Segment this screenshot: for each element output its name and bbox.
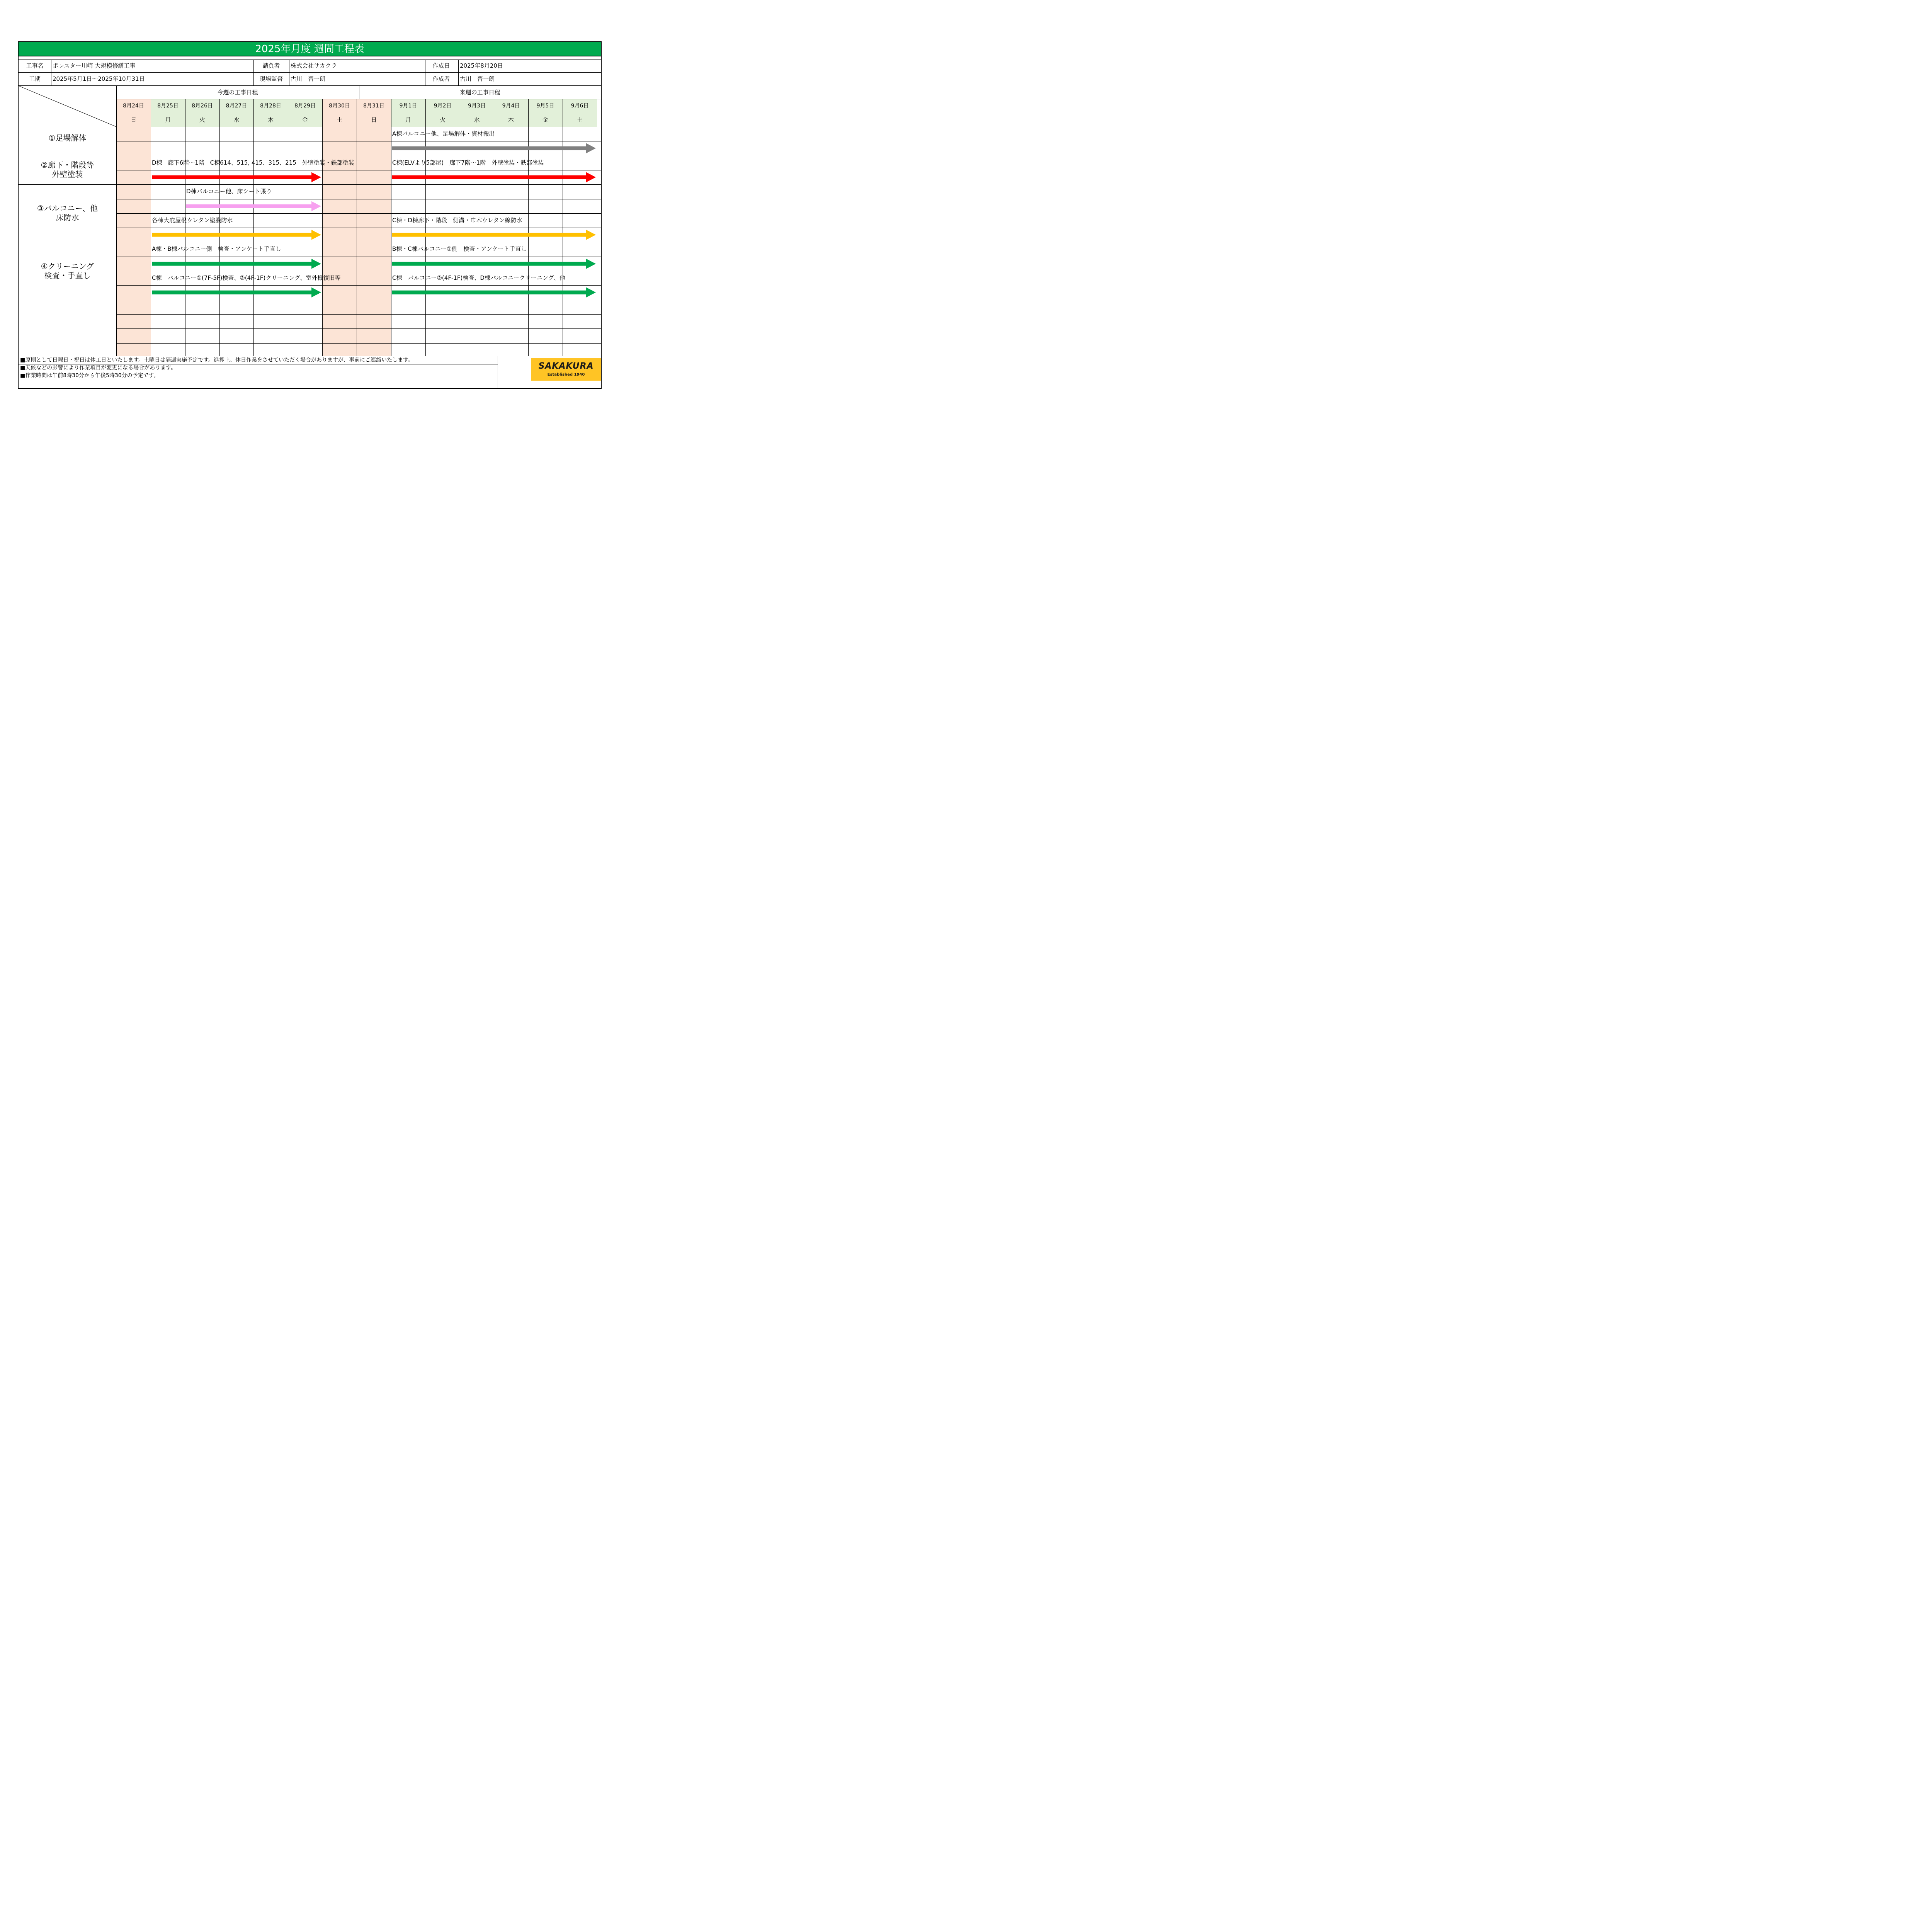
weekday-header: 木 (267, 116, 274, 123)
task-label: D棟 廊下6階～1階 C棟614、515, 415、315、215 外壁塗装・鉄部塗装 (152, 159, 354, 166)
logo-wordmark: SAKAKURA (538, 361, 594, 371)
project-value: ポレスター川崎 大規模修繕工事 (53, 62, 136, 69)
task-label: C棟(ELVより5部屋) 廊下7階～1階 外壁塗装・鉄部塗装 (392, 159, 544, 166)
client-value: 株式会社サカクラ (291, 62, 337, 69)
task-label: C棟・D棟廊下・階段 側溝・巾木ウレタン線防水 (392, 217, 522, 224)
period-label: 工期 (29, 75, 41, 82)
task-label: A棟・B棟バルコニー側 検査・アンケート手直し (152, 245, 281, 252)
date-header: 8月30日 (329, 103, 350, 109)
supervisor-label: 現場監督 (259, 75, 283, 82)
task-label: 各棟大庇屋根ウレタン塗膜防水 (152, 217, 233, 224)
date-header: 8月29日 (294, 103, 316, 109)
date-header: 9月6日 (571, 103, 589, 109)
task-arrow (392, 172, 596, 182)
created-label: 作成日 (432, 62, 450, 69)
schedule-sheet (18, 41, 602, 389)
weekday-header: 月 (165, 116, 171, 123)
arrow-layer (19, 42, 601, 388)
weekday-header: 火 (199, 116, 205, 123)
note-3: ■作業時間は午前8時30分から午後5時30分の予定です。 (20, 373, 159, 379)
date-header: 9月4日 (502, 103, 520, 109)
task-arrow (392, 143, 596, 153)
week-header-this: 今週の工事日程 (217, 89, 258, 96)
task-label: C棟 バルコニー①(7F-5F)検査、②(4F-1F)クリーニング、室外機復旧等 (152, 274, 341, 281)
page-title: 2025年月度 週間工程表 (19, 42, 601, 56)
date-header: 8月28日 (260, 103, 281, 109)
task-arrow (152, 259, 321, 269)
task-label: A棟バルコニー他、足場解体・資材搬出 (392, 130, 495, 137)
task-label: B棟・C棟バルコニー①側 検査・アンケート手直し (392, 245, 527, 252)
weekday-header: 金 (542, 116, 548, 123)
weekday-header: 日 (371, 116, 377, 123)
weekday-header: 土 (577, 116, 583, 123)
task-arrow (392, 230, 596, 240)
category-1-label: ①足場解体 (48, 133, 87, 143)
weekday-header: 火 (439, 116, 446, 123)
date-header: 8月26日 (192, 103, 213, 109)
supervisor-value: 古川 晋一朗 (291, 75, 326, 82)
date-header: 8月27日 (226, 103, 247, 109)
company-logo (531, 358, 601, 381)
project-label: 工事名 (26, 62, 44, 69)
category-2-label: ②廊下・階段等 外壁塗装 (41, 160, 94, 179)
task-arrow (392, 259, 596, 269)
task-arrow (152, 172, 321, 182)
date-header: 9月2日 (434, 103, 452, 109)
client-label: 請負者 (262, 62, 280, 69)
category-4-label: ④クリーニング 検査・手直し (41, 262, 94, 280)
weekday-header: 日 (130, 116, 136, 123)
period-value: 2025年5月1日～2025年10月31日 (53, 75, 145, 82)
weekday-header: 土 (336, 116, 342, 123)
date-header: 8月31日 (363, 103, 384, 109)
task-arrow (186, 201, 321, 211)
weekday-header: 金 (302, 116, 308, 123)
weekday-header: 月 (405, 116, 411, 123)
created-value: 2025年8月20日 (460, 62, 503, 69)
weekday-header: 木 (508, 116, 514, 123)
date-header: 8月24日 (123, 103, 144, 109)
logo-tagline: Established 1940 (547, 373, 585, 377)
task-label: D棟バルコニー他、床シート張り (186, 188, 272, 195)
author-label: 作成者 (432, 75, 450, 82)
note-1: ■原則として日曜日・祝日は休工日といたします。土曜日は隔週実施予定です。進捗上、休日作業をさせていただく場合がありますが、事前にご連絡いたします。 (20, 357, 413, 363)
note-2: ■天候などの影響により作業項目が変更になる場合があります。 (20, 365, 177, 371)
task-label: C棟 バルコニー②(4F-1F)検査、D棟バルコニークリーニング、他 (392, 274, 566, 281)
category-3-label: ③バルコニー、他 床防水 (37, 204, 98, 222)
task-arrow (152, 230, 321, 240)
week-header-next: 来週の工事日程 (459, 89, 500, 96)
weekday-header: 水 (474, 116, 480, 123)
weekday-header: 水 (233, 116, 240, 123)
date-header: 9月3日 (468, 103, 486, 109)
task-arrow (152, 288, 321, 298)
date-header: 9月1日 (399, 103, 417, 109)
date-header: 8月25日 (157, 103, 179, 109)
author-value: 古川 晋一朗 (460, 75, 495, 82)
task-arrow (392, 288, 596, 298)
date-header: 9月5日 (536, 103, 554, 109)
